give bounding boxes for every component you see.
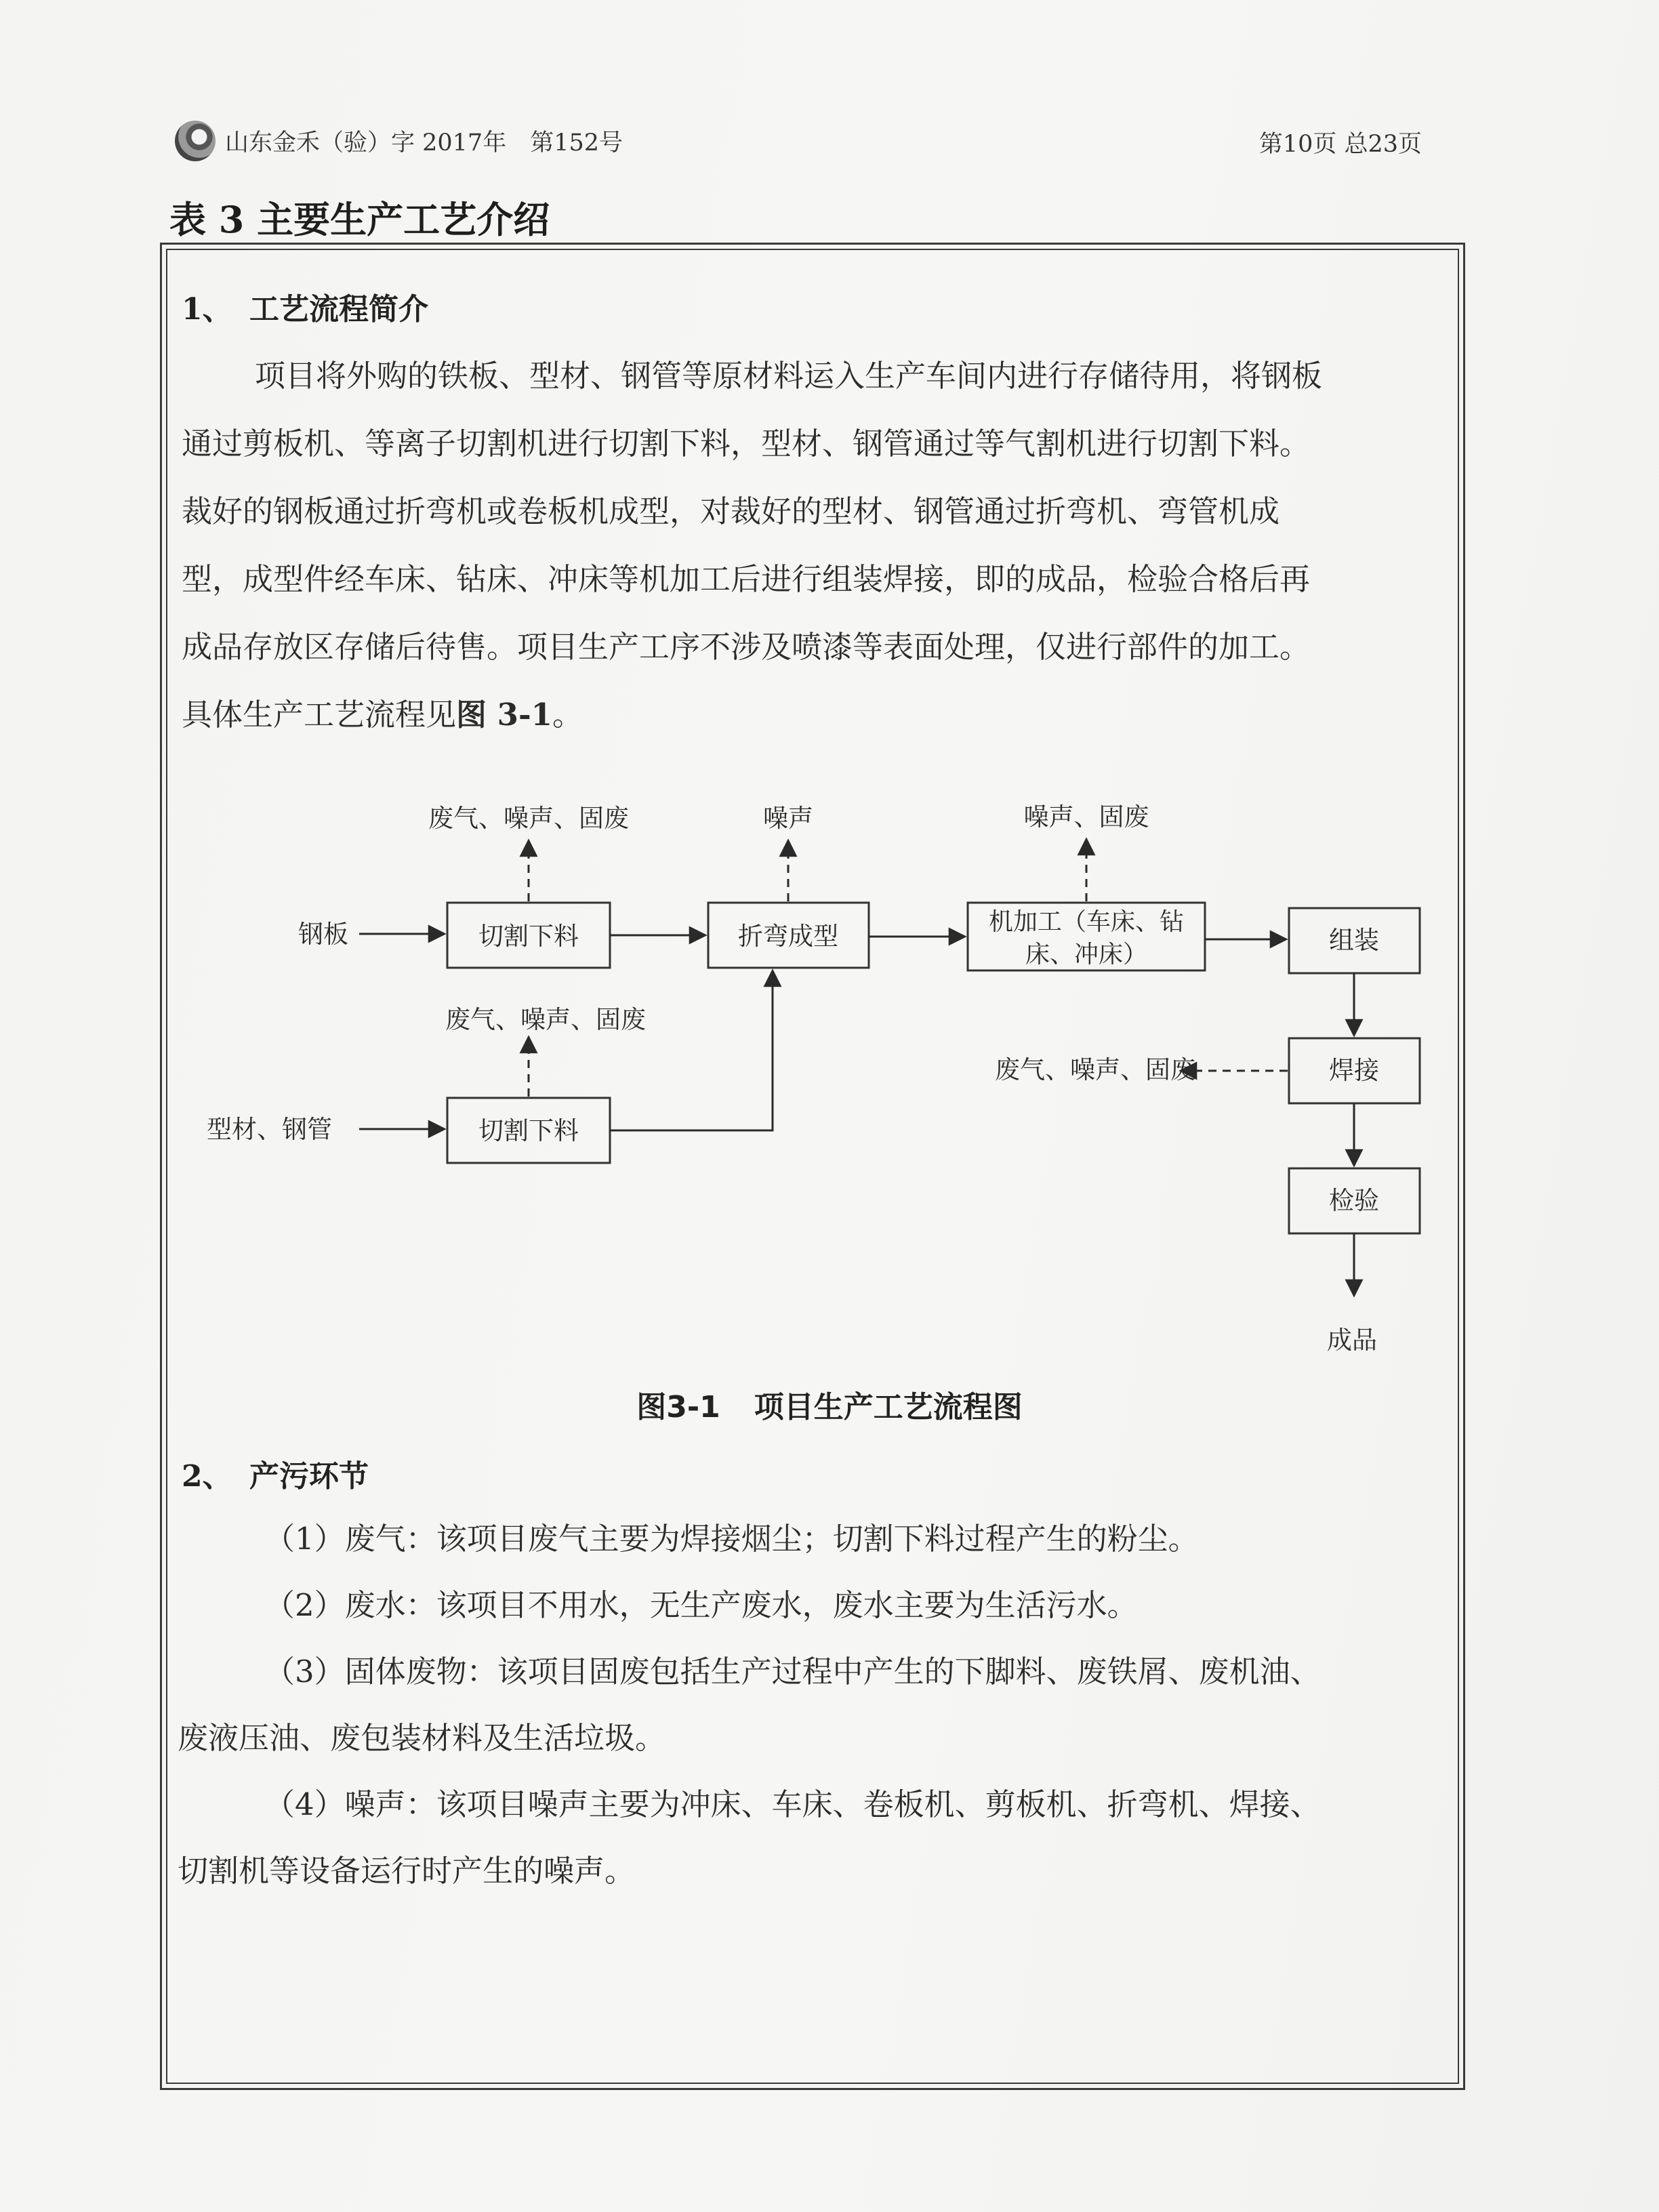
emission-bend: 噪声 [763, 804, 813, 833]
input-steel-plate: 钢板 [298, 920, 348, 949]
paragraph-line: 裁好的钢板通过折弯机或卷板机成型，对裁好的型材、钢管通过折弯机、弯管机成 [182, 493, 1280, 529]
pollution-item-continuation: 切割机等设备运行时产生的噪声。 [178, 1853, 636, 1889]
section-1-number: 1、 [182, 292, 232, 327]
section-1-title: 工艺流程简介 [249, 292, 428, 327]
figure-ref-suffix: 。 [552, 697, 583, 733]
box-bend-label: 折弯成型 [738, 922, 838, 951]
pollution-item: （4）噪声：该项目噪声主要为冲床、车床、卷板机、剪板机、折弯机、焊接、 [264, 1786, 1321, 1822]
doc-number: 山东金禾（验）字 2017年 第152号 [225, 129, 623, 157]
box-assemble-label: 组装 [1329, 926, 1379, 955]
emission-cut1: 废气、噪声、固废 [428, 804, 629, 833]
paragraph-line: 通过剪板机、等离子切割机进行切割下料，型材、钢管通过等气割机进行切割下料。 [182, 426, 1311, 462]
figure-caption [0, 1382, 1659, 1426]
emission-cut2: 废气、噪声、固废 [445, 1005, 646, 1034]
figure-title: 项目生产工艺流程图 [754, 1390, 1023, 1425]
box-inspect-label: 检验 [1329, 1186, 1379, 1215]
page-number: 第10页 总23页 [1258, 131, 1422, 158]
box-cut2-label: 切割下料 [478, 1116, 579, 1145]
section-2-list [178, 1506, 1452, 1904]
section-2-title: 产污环节 [249, 1459, 369, 1494]
pollution-item: （2）废水：该项目不用水，无生产废水，废水主要为生活污水。 [264, 1587, 1138, 1623]
section-2-heading [182, 1452, 369, 1495]
table-title: 表 3 主要生产工艺介绍 [169, 198, 550, 241]
pollution-item: （1）废气：该项目废气主要为焊接烟尘；切割下料过程产生的粉尘。 [264, 1521, 1199, 1557]
pollution-item: （3）固体废物：该项目固废包括生产过程中产生的下脚料、废铁屑、废机油、 [264, 1654, 1321, 1689]
box-machining-label-2: 床、冲床） [1025, 941, 1148, 968]
emission-weld: 废气、噪声、固废 [995, 1055, 1195, 1084]
emission-machining: 噪声、固废 [1023, 802, 1149, 832]
box-cut1-label: 切割下料 [478, 922, 579, 951]
section-2-number: 2、 [182, 1459, 232, 1494]
pollution-item-continuation: 废液压油、废包装材料及生活垃圾。 [178, 1720, 666, 1756]
box-machining-label-1: 机加工（车床、钻 [988, 908, 1185, 936]
figure-ref: 图 3-1 [456, 697, 552, 733]
arrow-cut2-to-bend [610, 970, 773, 1130]
box-weld-label: 焊接 [1329, 1056, 1379, 1085]
figure-ref-prefix: 具体生产工艺流程见 [182, 697, 457, 733]
input-profile-pipe: 型材、钢管 [207, 1115, 332, 1144]
paragraph-line: 成品存放区存储后待售。项目生产工序不涉及喷漆等表面处理，仅进行部件的加工。 [182, 629, 1311, 665]
output-product: 成品 [1327, 1326, 1377, 1355]
paragraph-line: 型，成型件经车床、钻床、冲床等机加工后进行组装焊接，即的成品，检验合格后再 [182, 561, 1311, 597]
paragraph-line: 项目将外购的铁板、型材、钢管等原材料运入生产车间内进行存储待用，将钢板 [255, 358, 1323, 394]
figure-number: 图3-1 [636, 1390, 720, 1425]
